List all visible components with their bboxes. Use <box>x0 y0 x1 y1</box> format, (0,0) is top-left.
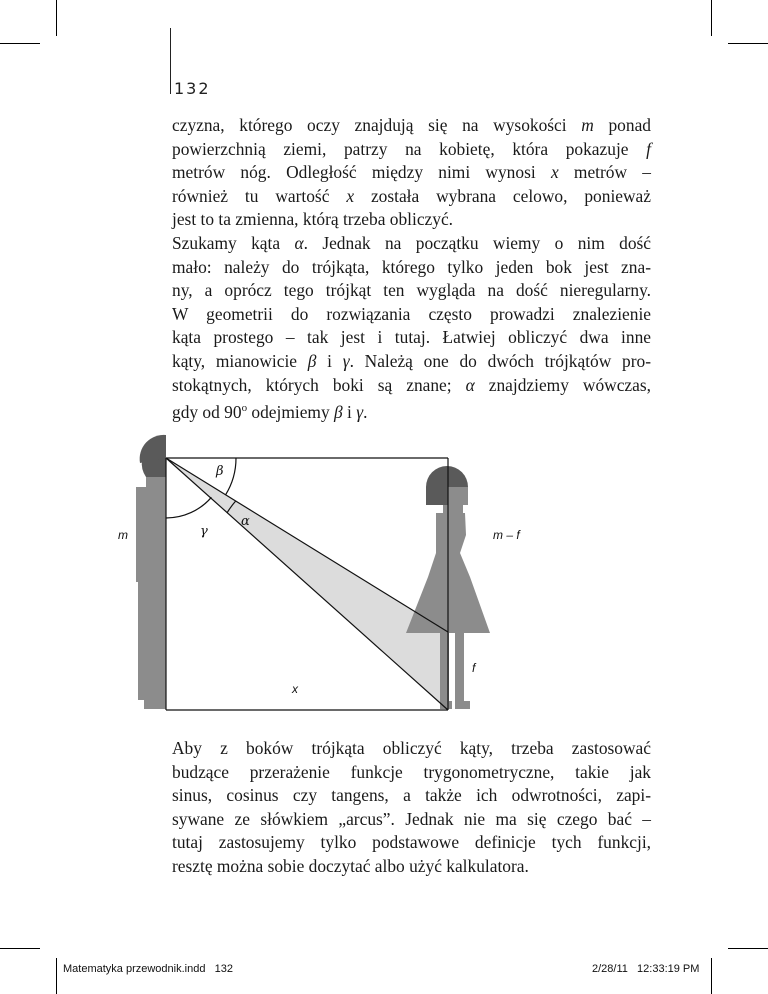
gamma-label: γ <box>200 524 208 539</box>
man-figure <box>136 435 166 709</box>
alpha-label: α <box>241 514 250 529</box>
page-number-rule <box>170 28 171 94</box>
text-line: budzące przerażenie funkcje trygonometryczne, takie jak <box>172 761 651 782</box>
m-label: m <box>118 528 128 542</box>
text-line: ny, a oprócz tego trójkąt ten wygląda na dość nieregularny. <box>172 280 651 301</box>
geometry-diagram <box>110 425 550 720</box>
text-line: czyzna, którego oczy znajdują się na wysokości m ponad <box>172 115 651 135</box>
geometry-lines <box>166 458 448 710</box>
crop-mark <box>728 43 768 44</box>
paragraph-1 <box>172 114 651 425</box>
footer-filename: Matematyka przewodnik.indd 132 <box>63 963 233 975</box>
f-label: f <box>472 661 476 675</box>
text-line: mało: należy do trójkąta, którego tylko jeden bok jest zna- <box>172 256 651 277</box>
text-line: W geometrii do rozwiązania często prowadzi znalezienie <box>172 303 651 324</box>
beta-label: β <box>216 464 224 479</box>
text-line: stokątnych, których boki są znane; α znajdziemy wówczas, <box>172 374 651 395</box>
x-label: x <box>292 682 298 696</box>
text-line: resztę można sobie doczytać albo użyć kalkulatora. <box>172 855 529 876</box>
text-line: jest to ta zmienna, którą trzeba obliczyć. <box>172 209 454 230</box>
m-minus-f-label: m – f <box>493 528 520 542</box>
text-line: gdy od 90$^o$ odejmiemy β i γ. <box>172 401 368 422</box>
text-line: Szukamy kąta α. Jednak na początku wiemy o nim dość <box>172 232 652 253</box>
crop-mark <box>56 0 57 36</box>
page-number: 132 <box>174 79 211 98</box>
text-line: kąta prostego – tak jest i tutaj. Łatwiej obliczyć dwa inne <box>172 327 651 348</box>
crop-mark <box>0 43 40 44</box>
text-line: Aby z boków trójkąta obliczyć kąty, trzeba zastosować <box>172 738 651 758</box>
paragraph-2 <box>172 737 651 879</box>
crop-mark <box>0 948 40 949</box>
crop-mark <box>711 0 712 36</box>
text-line: metrów nóg. Odległość między nimi wynosi x metrów – <box>172 162 652 183</box>
text-line: kąty, mianowicie β i γ. Należą one do dwóch trójkątów pro- <box>172 350 652 371</box>
text-line: sywane ze słówkiem „arcus”. Jednak nie ma się czego bać – <box>172 808 651 829</box>
crop-mark <box>711 958 712 994</box>
crop-mark <box>728 948 768 949</box>
text-line: powierzchnią ziemi, patrzy na kobietę, która pokazuje f <box>172 138 651 159</box>
text-line: również tu wartość x została wybrana celowo, ponieważ <box>172 185 651 206</box>
text-line: tutaj zastosujemy tylko podstawowe definicje tych funkcji, <box>172 832 651 853</box>
crop-mark <box>56 958 57 994</box>
text-line: sinus, cosinus czy tangens, a także ich odwrotności, zapi- <box>172 785 651 806</box>
footer-timestamp: 2/28/11 12:33:19 PM <box>592 963 700 975</box>
